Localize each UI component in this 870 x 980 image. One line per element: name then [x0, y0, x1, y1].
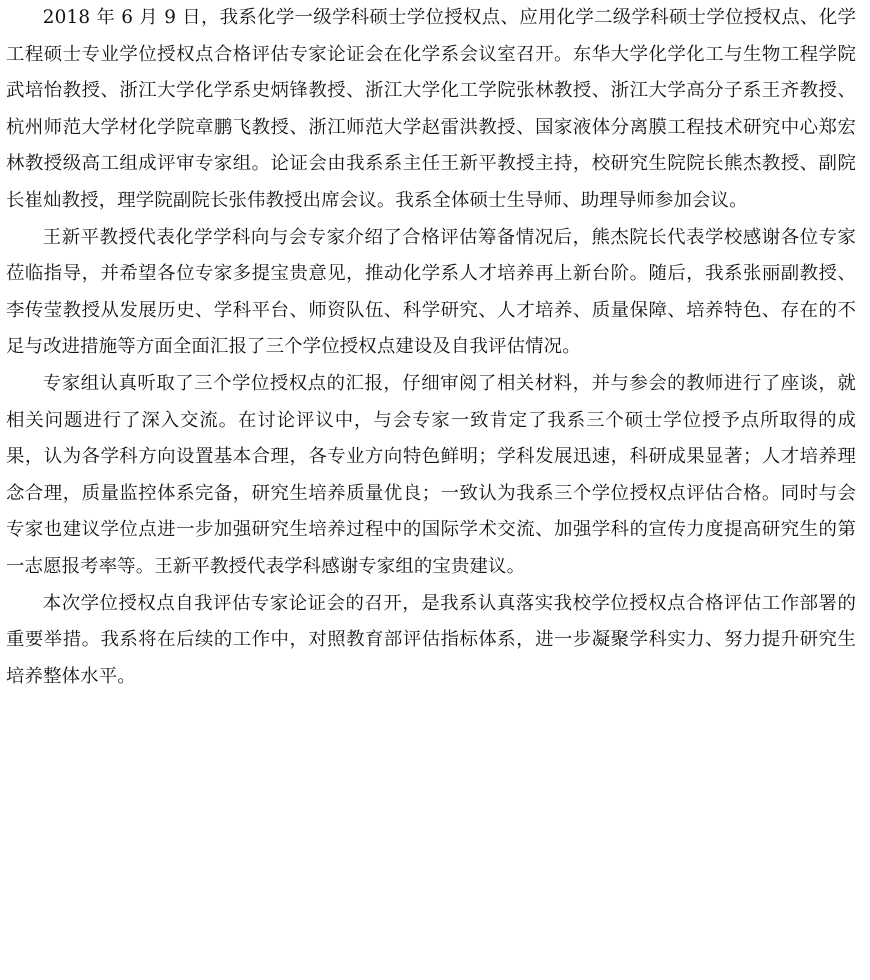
paragraph-meeting-overview: 2018 年 6 月 9 日，我系化学一级学科硕士学位授权点、应用化学二级学科硕士学位授权点、化学工程硕士专业学位授权点合格评估专家论证会在化学系会议室召开。东华大学化学化工与生物工程学院武培怡教授、浙江大学化学系史炳锋教授、浙江大学化工学院张林教授、浙江大学高分子系王齐教授、杭州师范大学材化学院章鹏飞教授、浙江师范大学赵雷洪教授、国家液体分离膜工程技术研究中心郑宏林教授级高工组成评审专家组。论证会由我系系主任王新平教授主持，校研究生院院长熊杰教授、副院长崔灿教授，理学院副院长张伟教授出席会议。我系全体硕士生导师、助理导师参加会议。 [6, 7, 856, 211]
paragraph-report-presentation: 王新平教授代表化学学科向与会专家介绍了合格评估筹备情况后，熊杰院长代表学校感谢各位专家莅临指导，并希望各位专家多提宝贵意见，推动化学系人才培养再上新台阶。随后，我系张丽副教授、李传莹教授从发展历史、学科平台、师资队伍、科学研究、人才培养、质量保障、培养特色、存在的不足与改进措施等方面全面汇报了三个学位授权点建设及自我评估情况。 [6, 226, 856, 358]
paragraph-expert-evaluation: 专家组认真听取了三个学位授权点的汇报，仔细审阅了相关材料，并与参会的教师进行了座谈，就相关问题进行了深入交流。在讨论评议中，与会专家一致肯定了我系三个硕士学位授予点所取得的成果，认为各学科方向设置基本合理，各专业方向特色鲜明；学科发展迅速，科研成果显著；人才培养理念合理，质量监控体系完备，研究生培养质量优良；一致认为我系三个学位授权点评估合格。同时与会专家也建议学位点进一步加强研究生培养过程中的国际学术交流、加强学科的宣传力度提高研究生的第一志愿报考率等。王新平教授代表学科感谢专家组的宝贵建议。 [6, 372, 856, 577]
paragraph-conclusion: 本次学位授权点自我评估专家论证会的召开，是我系认真落实我校学位授权点合格评估工作部署的重要举措。我系将在后续的工作中，对照教育部评估指标体系，进一步凝聚学科实力、努力提升研究生培养整体水平。 [6, 592, 856, 687]
